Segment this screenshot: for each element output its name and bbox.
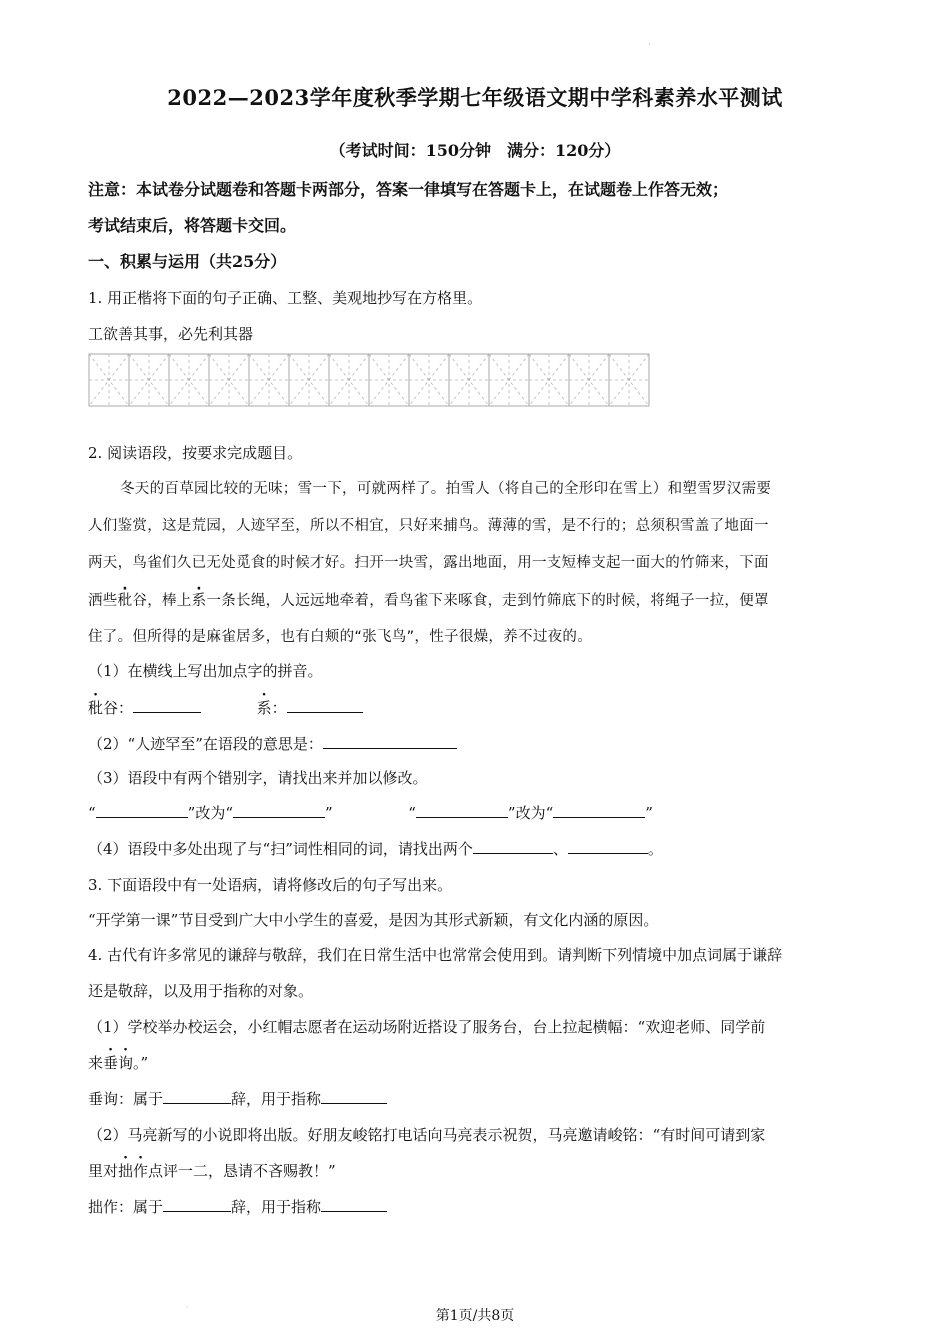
notice-line-1: 注意：本试卷分试题卷和答题卡两部分，答案一律填写在答题卡上，在试题卷上作答无效； (88, 180, 729, 199)
answer-label: 拙作：属于 (88, 1198, 164, 1216)
answer-label: 垂询：属于 (88, 1090, 164, 1108)
answer-blank[interactable] (416, 803, 508, 818)
question-text: （2）“人迹罕至”在语段的意思是： (88, 735, 323, 753)
q4-s1-answer (88, 1089, 387, 1109)
dotted-char: 拙 (118, 1162, 134, 1180)
answer-label: ： (271, 699, 287, 717)
question-text: 点评一二，恳请不吝赐教！” (148, 1162, 336, 1180)
scan-mark: · (648, 40, 651, 49)
q4-s2-line-1: （2）马亮新写的小说即将出版。好朋友峻铭打电话向马亮表示祝贺，马亮邀请峻铭：“有时间可请到家 (88, 1126, 766, 1144)
notice-line-2: 考试结束后，将答题卡交回。 (88, 216, 297, 235)
exam-title: 2022—2023学年度秋季学期七年级语文期中学科素养水平测试 (167, 85, 783, 110)
passage-line-4 (88, 591, 769, 611)
answer-label: ”改为“ (507, 804, 554, 822)
q2-sub2 (88, 734, 457, 754)
dotted-char: 系 (191, 593, 207, 609)
passage-line-5: 住了。但所得的是麻雀居多，也有白颊的“张飞鸟”，性子很燥，养不过夜的。 (88, 629, 593, 645)
q4-s1-line-1: （1）学校举办校运会，小红帽志愿者在运动场附近搭设了服务台，台上拉起横幅：“欢迎老师、同学前 (88, 1018, 766, 1036)
passage-line-1: 冬天的百草园比较的无味；雪一下，可就两样了。拍雪人（将自己的全形印在雪上）和塑雪罗汉需要 (120, 481, 772, 497)
period: 。 (647, 840, 663, 858)
quote-mark: “ (88, 804, 96, 822)
q4-s2-answer (88, 1197, 387, 1217)
q2-sub1: （1）在横线上写出加点字的拼音。 (88, 662, 323, 680)
q2-prompt: 2. 阅读语段，按要求完成题目。 (88, 444, 303, 462)
dotted-char: 作 (133, 1162, 149, 1180)
answer-blank[interactable] (321, 1089, 387, 1104)
answer-blank[interactable] (323, 734, 457, 749)
answer-blank[interactable] (321, 1197, 387, 1212)
q2-sub4 (88, 839, 663, 859)
dotted-char: 秕 (88, 699, 104, 717)
q2-sub3: （3）语段中有两个错别字，请找出来并加以修改。 (88, 769, 428, 787)
passage-text: 洒些 (88, 593, 118, 609)
answer-blank[interactable] (163, 1089, 231, 1104)
question-text: 来 (88, 1054, 104, 1072)
passage-text: 一条长绳，人远远地牵着，看鸟雀下来啄食，走到竹筛底下的时候，将绳子一拉，便罩 (206, 593, 769, 609)
quote-mark: “ (408, 804, 416, 822)
answer-blank[interactable] (96, 803, 188, 818)
question-text: 里对 (88, 1162, 119, 1180)
q2-sub1-answers (88, 698, 363, 718)
separator: 、 (552, 840, 568, 858)
question-text: （4）语段中多处出现了与“扫”词性相同的词，请找出两个 (88, 840, 473, 858)
passage-text: 谷，棒上 (132, 593, 192, 609)
quote-mark: ” (645, 804, 653, 822)
answer-blank[interactable] (473, 839, 553, 854)
dotted-char: 秕 (117, 593, 133, 609)
answer-blank[interactable] (163, 1197, 231, 1212)
question-text: 。” (133, 1054, 149, 1072)
q3-sentence: “开学第一课”节目受到广大中小学生的喜爱，是因为其形式新颖，有文化内涵的原因。 (88, 911, 659, 929)
passage-line-3: 两天，鸟雀们久已无处觅食的时候才好。扫开一块雪，露出地面，用一支短棒支起一面大的竹筛来，下面 (88, 555, 769, 571)
dotted-char: 系 (256, 699, 272, 717)
q3-prompt: 3. 下面语段中有一处语病，请将修改后的句子写出来。 (88, 876, 453, 894)
scan-mark: · (186, 1303, 189, 1312)
answer-label: 辞，用于指称 (231, 1090, 322, 1108)
quote-mark: ” (325, 804, 333, 822)
answer-blank[interactable] (287, 698, 363, 713)
answer-blank[interactable] (133, 698, 201, 713)
q2-sub3-answers (88, 803, 653, 823)
answer-blank[interactable] (233, 803, 325, 818)
answer-label: 辞，用于指称 (231, 1198, 322, 1216)
page-footer: 第1页/共8页 (435, 1308, 515, 1324)
dotted-char: 垂 (103, 1054, 119, 1072)
dotted-char: 询 (118, 1054, 134, 1072)
q1-prompt: 1. 用正楷将下面的句子正确、工整、美观地抄写在方格里。 (88, 289, 483, 307)
answer-blank[interactable] (553, 803, 645, 818)
q4-prompt-line-1: 4. 古代有许多常见的谦辞与敬辞，我们在日常生活中也常常会使用到。请判断下列情境中加点词属于谦辞 (88, 946, 783, 964)
writing-grid (88, 353, 654, 407)
q4-prompt-line-2: 还是敬辞，以及用于指称的对象。 (88, 982, 314, 1000)
q4-s2-line-2 (88, 1161, 336, 1181)
q1-sentence: 工欲善其事，必先利其器 (88, 325, 254, 343)
answer-label: 谷： (103, 699, 134, 717)
q4-s1-line-2 (88, 1053, 148, 1073)
passage-line-2: 人们鉴赏，这是荒园，人迹罕至，所以不相宜，只好来捕鸟。薄薄的雪，是不行的；总须积雪盖了地面一 (88, 518, 769, 534)
answer-label: ”改为“ (187, 804, 234, 822)
answer-blank[interactable] (568, 839, 648, 854)
exam-subtitle: （考试时间：150分钟 满分：120分） (329, 141, 621, 160)
section-heading: 一、积累与运用（共25分） (88, 252, 287, 271)
